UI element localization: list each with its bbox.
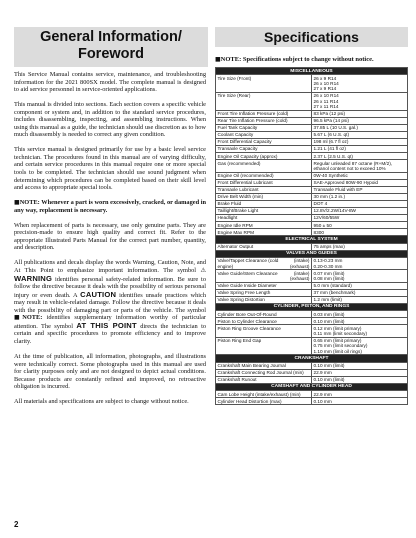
spec-label-qualifier: (intake) (exhaust): [289, 270, 310, 281]
spec-label: Front Differential Capacity: [216, 138, 312, 145]
caution-symbol: CAUTION: [80, 289, 117, 299]
spec-label: Front Tire Inflation Pressure (cold): [216, 110, 312, 117]
spec-label: Valve Guide Inside Diameter: [216, 282, 312, 289]
spec-row: [216, 369, 408, 376]
spec-row: [216, 311, 408, 318]
spec-section-title: ELECTRICAL SYSTEM: [216, 236, 408, 243]
spec-section-heading: [216, 250, 408, 257]
spec-label: Drive Belt Width (min): [216, 193, 312, 200]
note-text: Whenever a part is worn excessively, cracked, or damaged in any way, replacement is necessary.: [14, 199, 206, 214]
specifications-note: [215, 56, 374, 63]
spec-value: 5.0 mm (standard): [312, 282, 408, 289]
spec-label: Piston Ring Groove Clearance: [216, 325, 312, 337]
symbols-text: identifies supplementary information worthy of particular attention. The symbol: [14, 314, 206, 330]
spec-label: Crankshaft Main Bearing Journal: [216, 362, 312, 369]
spec-value: 0.10 mm (limit): [312, 318, 408, 325]
spec-value: 0.65 mm (limit primary) 0.75 mm (limit secondary) 1.10 mm (limit oil rings): [312, 337, 408, 355]
spec-label: Cam Lobe Height (intake/exhaust) (min): [216, 391, 312, 398]
spec-label: Engine Idle RPM: [216, 222, 312, 229]
spec-label: Tire Size (Front): [216, 75, 312, 93]
spec-value: 198 ml (6.7 fl oz): [312, 138, 408, 145]
spec-row: [216, 200, 408, 207]
spec-value: 5.67 L (6 U.S. qt): [312, 131, 408, 138]
replacement-note: [14, 199, 206, 214]
spec-label: Engine Oil Capacity (approx): [216, 153, 312, 160]
spec-row: [216, 193, 408, 200]
spec-row: [216, 296, 408, 303]
spec-row: [216, 153, 408, 160]
spec-row: [216, 172, 408, 179]
spec-label: Front Differential Lubricant: [216, 179, 312, 186]
symbols-paragraph: [14, 259, 206, 345]
spec-row: [216, 289, 408, 296]
spec-section-heading: [216, 68, 408, 75]
symbols-text: All publications and decals display the words Warning, Caution, Note, and At This Point to emphasize important information. The symbol: [14, 259, 206, 274]
spec-value: 22.9 mm: [312, 369, 408, 376]
spec-value: Transaxle Fluid with EP: [312, 186, 408, 193]
spec-value: 950 ± 50: [312, 222, 408, 229]
spec-section-heading: [216, 236, 408, 243]
spec-value: 0.10 mm: [312, 398, 408, 405]
spec-value: 30 mm (1.2 in.): [312, 193, 408, 200]
spec-label: Transaxle Lubricant: [216, 186, 312, 193]
spec-row: [216, 92, 408, 110]
spec-label: Crankshaft Connecting Rod Journal (min): [216, 369, 312, 376]
warning-symbol: WARNING: [14, 273, 53, 283]
spec-row: [216, 270, 408, 282]
spec-value: 0.10 mm (limit): [312, 376, 408, 383]
spec-label: Transaxle Capacity: [216, 146, 312, 153]
note-symbol: NOTE:: [22, 314, 43, 322]
spec-value: 0.13-0.23 mm 0.20-0.30 mm: [312, 257, 408, 269]
spec-row: [216, 124, 408, 131]
spec-row: [216, 160, 408, 172]
spec-label: Piston to Cylinder Clearance: [216, 318, 312, 325]
spec-value: Regular unleaded 87 octane (R+M/2), ethanol content not to exceed 10%: [312, 160, 408, 172]
spec-value: 0.10 mm (limit): [312, 362, 408, 369]
spec-row: [216, 75, 408, 93]
spec-label: Valve Spring Distortion: [216, 296, 312, 303]
spec-value: 2.37 L (2.5 U.S. qt): [312, 153, 408, 160]
spec-row: [216, 362, 408, 369]
spec-row: [216, 318, 408, 325]
spec-row: [216, 282, 408, 289]
spec-label: Cylinder Bore Out-Of-Round: [216, 311, 312, 318]
spec-row: [216, 215, 408, 222]
spec-section-title: VALVES AND GUIDES: [216, 250, 408, 257]
warning-triangle-icon: ⚠: [200, 266, 206, 274]
foreword-title-line2: Foreword: [77, 46, 145, 62]
spec-row: [216, 222, 408, 229]
spec-row: [216, 376, 408, 383]
spec-row: [216, 138, 408, 145]
spec-row: [216, 179, 408, 186]
foreword-paragraph: This service manual is designed primarily for use by a basic level service technician. The procedures found in this manual are of varying difficulty, and certain service procedures in this manual require one or more special tools to be completed. The technician should use sound judgment when determining which procedures can be completed based on their skill level and access to appropriate special tools.: [14, 146, 206, 192]
spec-row: [216, 186, 408, 193]
foreword-paragraph: When replacement of parts is necessary, use only genuine parts. They are precision-made to ensure high quality and correct fit. Refer to the appropriate Illustrated Parts Manual for the correct part number, quantity, and description.: [14, 221, 206, 252]
spec-value: 75 amps (max): [312, 243, 408, 250]
spec-row: [216, 337, 408, 355]
spec-label: Alternator Output: [216, 243, 312, 250]
spec-row: [216, 207, 408, 214]
spec-section-heading: [216, 383, 408, 390]
spec-row: [216, 325, 408, 337]
spec-label: Gas (recommended): [216, 160, 312, 172]
spec-value: DOT 4: [312, 200, 408, 207]
spec-value: 22.9 mm: [312, 391, 408, 398]
spec-row: [216, 398, 408, 405]
spec-label: Valve Spring Free Length: [216, 289, 312, 296]
spec-label: Rear Tire Inflation Pressure (cold): [216, 117, 312, 124]
spec-label-text: Valve/Tappet Clearance (cold engine): [217, 258, 279, 269]
spec-value: 26 x 9 R14 26 x 10 R14 27 x 9 R14: [312, 75, 408, 93]
spec-value: 26 x 10 R14 26 x 11 R14 27 x 11 R14: [312, 92, 408, 110]
foreword-paragraph: This manual is divided into sections. Each section covers a specific vehicle component or system and, in addition to the standard service procedures, includes disassembling, inspecting, and assembling instructions. When using this manual as a guide, the technician should use discretion as to how much disassembly is needed to correct any given condition.: [14, 101, 206, 139]
spec-label: Coolant Capacity: [216, 131, 312, 138]
symbols-text: identifies personal safety-related information. Be sure to follow the directive because it deals with the possibility of serious personal injury or even death. A: [14, 275, 206, 299]
spec-value: 96.5 kPa (14 psi): [312, 117, 408, 124]
foreword-title-line1: General Information/: [40, 29, 182, 45]
foreword-title-banner: [14, 27, 208, 67]
spec-row: [216, 131, 408, 138]
spec-row: [216, 229, 408, 236]
spec-row: [216, 110, 408, 117]
spec-value: 8300: [312, 229, 408, 236]
spec-value: 0W-40 Synthetic: [312, 172, 408, 179]
spec-value: 83 kPa (12 psi): [312, 110, 408, 117]
spec-label-qualifier: (intake) (exhaust): [289, 258, 310, 269]
spec-label: Headlight: [216, 215, 312, 222]
spec-value: 12V/60/55W: [312, 215, 408, 222]
spec-label: Piston Ring End Gap: [216, 337, 312, 355]
spec-label: Cylinder Head Distortion (max): [216, 398, 312, 405]
symbols-text: directs the technician to certain and specific procedures to promote efficiency and to improve clarity.: [14, 322, 207, 345]
specifications-title: Specifications: [215, 27, 408, 47]
specifications-note-text: NOTE: Specifications subject to change without notice.: [220, 56, 374, 63]
specifications-table: [215, 67, 408, 405]
page-number: 2: [14, 520, 19, 529]
spec-value: 1.21 L (41 fl oz): [312, 146, 408, 153]
spec-row: [216, 257, 408, 269]
foreword-paragraph: At the time of publication, all information, photographs, and illustrations were technically correct. Some photographs used in this manual are used for clarity purposes only and are not designed to depict actual conditions. Because products are constantly refined and improved, no retroactive obligation is incurred.: [14, 352, 206, 391]
spec-row: [216, 146, 408, 153]
spec-label: Fuel Tank Capacity: [216, 124, 312, 131]
spec-label: [216, 270, 312, 282]
spec-section-title: MISCELLANEOUS: [216, 68, 408, 75]
spec-label: Engine Max RPM: [216, 229, 312, 236]
spec-section-heading: [216, 303, 408, 310]
spec-row: [216, 117, 408, 124]
note-square-icon: ■: [215, 56, 221, 63]
at-this-point-symbol: AT THIS POINT: [76, 320, 137, 330]
spec-value: 1.2 mm (limit): [312, 296, 408, 303]
spec-value: 12.8V/2.2W/14V-8W: [312, 207, 408, 214]
note-square-icon: ■: [14, 314, 23, 322]
spec-section-title: CRANKSHAFT: [216, 355, 408, 362]
spec-section-title: CYLINDER, PISTON, AND RINGS: [216, 303, 408, 310]
spec-value: SAE-Approved 80W-90 Hypoid: [312, 179, 408, 186]
spec-label-text: Valve Guide/Stem Clearance: [217, 270, 278, 276]
spec-label: Taillight/Brake Light: [216, 207, 312, 214]
spec-row: [216, 391, 408, 398]
spec-section-heading: [216, 355, 408, 362]
spec-label: Tire Size (Rear): [216, 92, 312, 110]
spec-row: [216, 243, 408, 250]
spec-section-title: CAMSHAFT AND CYLINDER HEAD: [216, 383, 408, 390]
spec-value: 37 mm (benchmark): [312, 289, 408, 296]
spec-value: 0.03 mm (limit): [312, 311, 408, 318]
spec-value: 0.12 mm (limit primary) 0.11 mm (limit secondary): [312, 325, 408, 337]
spec-label: Engine Oil (recommended): [216, 172, 312, 179]
spec-label: Brake Fluid: [216, 200, 312, 207]
foreword-paragraph: This Service Manual contains service, maintenance, and troubleshooting information for the 2021 800SX model. The complete manual is designed to aid service personnel in service-oriented applications.: [14, 71, 206, 94]
spec-value: 37.85 L (10 U.S. gal.): [312, 124, 408, 131]
spec-value: 0.07 mm (limit) 0.08 mm (limit): [312, 270, 408, 282]
foreword-body: [14, 71, 206, 413]
note-label: NOTE:: [19, 199, 40, 207]
symbols-text: identifies unsafe practices which may result in vehicle-related damage. Follow the directive because it deals with the possibility of damaging part or parts of the vehicle. The symbol: [14, 291, 206, 314]
spec-label: [216, 257, 312, 269]
note-square-icon: ■: [14, 199, 20, 207]
foreword-paragraph: All materials and specifications are subject to change without notice.: [14, 398, 189, 406]
spec-label: Crankshaft Runout: [216, 376, 312, 383]
